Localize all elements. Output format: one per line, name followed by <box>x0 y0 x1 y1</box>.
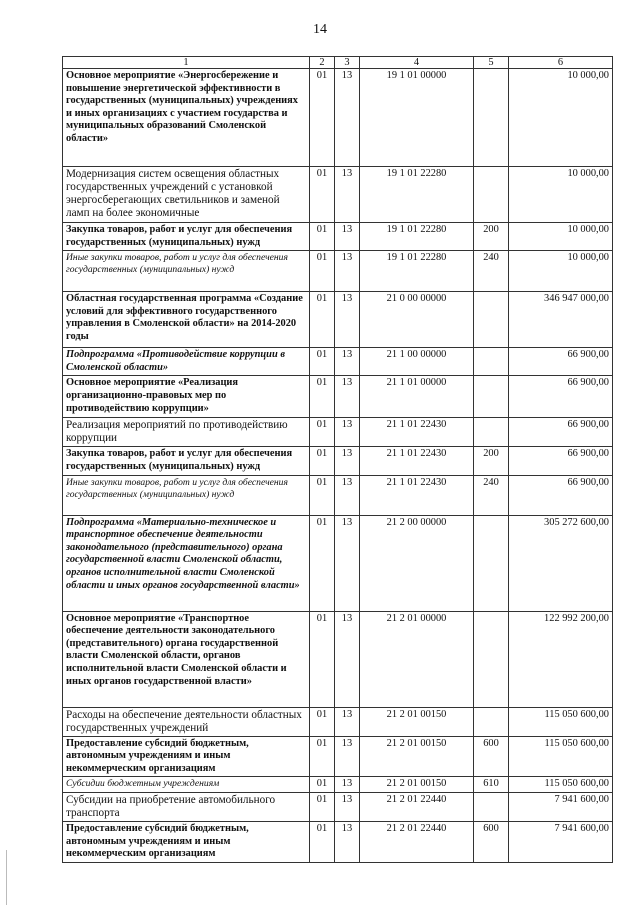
row-name-cell: Расходы на обеспечение деятельности областных государственных учреждений <box>63 707 310 736</box>
row-amount-cell: 7 941 600,00 <box>509 792 613 821</box>
row-name-cell: Подпрограмма «Материально-техническое и транспортное обеспечение деятельности законодательного (представительного) органа государственной власти Смоленской области, органов исполнительной власти Смоленской области и иных органов государственной власти» <box>63 515 310 611</box>
row-target-code-cell: 21 2 01 00150 <box>360 736 474 777</box>
row-target-code-cell: 19 1 01 22280 <box>360 223 474 251</box>
column-header: 2 <box>310 57 335 69</box>
row-section-cell: 13 <box>335 251 360 292</box>
column-header: 4 <box>360 57 474 69</box>
row-section-cell: 13 <box>335 376 360 418</box>
row-section-cell: 13 <box>335 292 360 348</box>
row-amount-cell: 66 900,00 <box>509 348 613 376</box>
table-row <box>63 292 613 348</box>
table-row <box>63 447 613 475</box>
row-target-code-cell: 19 1 01 22280 <box>360 251 474 292</box>
row-name-cell: Основное мероприятие «Транспортное обеспечение деятельности законодательного (представительного) органа государственной власти Смоленской области, органов исполнительной власти Смоленской области и иных органов государственной власти» <box>63 611 310 707</box>
row-name-cell: Предоставление субсидий бюджетным, автономным учреждениям и иным некоммерческим организациям <box>63 736 310 777</box>
row-expense-group-cell <box>474 792 509 821</box>
table-row <box>63 376 613 418</box>
column-number-row <box>63 57 613 69</box>
row-target-code-cell: 21 1 01 22430 <box>360 475 474 515</box>
table-row <box>63 418 613 447</box>
table-row <box>63 223 613 251</box>
row-ved-cell: 01 <box>310 251 335 292</box>
row-target-code-cell: 21 2 01 00150 <box>360 707 474 736</box>
row-target-code-cell: 21 1 00 00000 <box>360 348 474 376</box>
row-name-cell: Реализация мероприятий по противодействию коррупции <box>63 418 310 447</box>
row-amount-cell: 66 900,00 <box>509 475 613 515</box>
table-row <box>63 707 613 736</box>
row-ved-cell: 01 <box>310 418 335 447</box>
row-amount-cell: 10 000,00 <box>509 251 613 292</box>
row-expense-group-cell <box>474 707 509 736</box>
row-target-code-cell: 19 1 01 22280 <box>360 167 474 223</box>
row-section-cell: 13 <box>335 707 360 736</box>
table-row <box>63 251 613 292</box>
row-amount-cell: 115 050 600,00 <box>509 736 613 777</box>
row-expense-group-cell: 600 <box>474 736 509 777</box>
column-header: 5 <box>474 57 509 69</box>
row-ved-cell: 01 <box>310 611 335 707</box>
row-section-cell: 13 <box>335 611 360 707</box>
row-expense-group-cell <box>474 376 509 418</box>
row-name-cell: Закупка товаров, работ и услуг для обеспечения государственных (муниципальных) нужд <box>63 447 310 475</box>
row-ved-cell: 01 <box>310 223 335 251</box>
row-target-code-cell: 21 2 01 22440 <box>360 792 474 821</box>
row-target-code-cell: 21 0 00 00000 <box>360 292 474 348</box>
table-row <box>63 611 613 707</box>
row-target-code-cell: 21 2 01 00000 <box>360 611 474 707</box>
row-section-cell: 13 <box>335 348 360 376</box>
row-expense-group-cell <box>474 167 509 223</box>
row-target-code-cell: 21 1 01 00000 <box>360 376 474 418</box>
table-row <box>63 515 613 611</box>
row-expense-group-cell: 610 <box>474 777 509 793</box>
row-ved-cell: 01 <box>310 736 335 777</box>
row-section-cell: 13 <box>335 418 360 447</box>
page-number: 14 <box>313 22 327 37</box>
row-expense-group-cell <box>474 348 509 376</box>
row-expense-group-cell: 600 <box>474 821 509 862</box>
row-ved-cell: 01 <box>310 167 335 223</box>
row-ved-cell: 01 <box>310 376 335 418</box>
row-expense-group-cell <box>474 292 509 348</box>
row-ved-cell: 01 <box>310 821 335 862</box>
row-name-cell: Иные закупки товаров, работ и услуг для обеспечения государственных (муниципальных) нужд <box>63 251 310 292</box>
row-name-cell: Модернизация систем освещения областных государственных учреждений с установкой энергосберегающих светильников и заменой ламп на более экономичные <box>63 167 310 223</box>
row-amount-cell: 66 900,00 <box>509 418 613 447</box>
row-target-code-cell: 21 1 01 22430 <box>360 447 474 475</box>
row-ved-cell: 01 <box>310 707 335 736</box>
row-amount-cell: 10 000,00 <box>509 69 613 167</box>
row-expense-group-cell <box>474 69 509 167</box>
table-row <box>63 736 613 777</box>
row-name-cell: Основное мероприятие «Энергосбережение и повышение энергетической эффективности в государственных (муниципальных) учреждениях и иных организациях с участием государства и муниципальных образований Смоленской области» <box>63 69 310 167</box>
row-target-code-cell: 21 2 01 00150 <box>360 777 474 793</box>
table-row <box>63 475 613 515</box>
row-ved-cell: 01 <box>310 515 335 611</box>
row-name-cell: Иные закупки товаров, работ и услуг для обеспечения государственных (муниципальных) нужд <box>63 475 310 515</box>
column-header: 3 <box>335 57 360 69</box>
row-section-cell: 13 <box>335 167 360 223</box>
row-amount-cell: 7 941 600,00 <box>509 821 613 862</box>
row-expense-group-cell <box>474 515 509 611</box>
row-ved-cell: 01 <box>310 777 335 793</box>
row-name-cell: Областная государственная программа «Создание условий для эффективного государственного управления в Смоленской области» на 2014-2020 годы <box>63 292 310 348</box>
row-section-cell: 13 <box>335 69 360 167</box>
row-section-cell: 13 <box>335 777 360 793</box>
row-amount-cell: 305 272 600,00 <box>509 515 613 611</box>
row-expense-group-cell: 240 <box>474 475 509 515</box>
row-name-cell: Основное мероприятие «Реализация организационно-правовых мер по противодействию коррупции» <box>63 376 310 418</box>
row-ved-cell: 01 <box>310 348 335 376</box>
row-section-cell: 13 <box>335 447 360 475</box>
row-section-cell: 13 <box>335 792 360 821</box>
table-row <box>63 69 613 167</box>
row-ved-cell: 01 <box>310 475 335 515</box>
row-amount-cell: 115 050 600,00 <box>509 777 613 793</box>
scan-margin-line <box>6 850 7 905</box>
row-section-cell: 13 <box>335 515 360 611</box>
row-section-cell: 13 <box>335 821 360 862</box>
row-amount-cell: 66 900,00 <box>509 376 613 418</box>
row-section-cell: 13 <box>335 736 360 777</box>
row-target-code-cell: 21 2 00 00000 <box>360 515 474 611</box>
row-amount-cell: 10 000,00 <box>509 223 613 251</box>
row-expense-group-cell <box>474 418 509 447</box>
column-header: 1 <box>63 57 310 69</box>
row-ved-cell: 01 <box>310 792 335 821</box>
column-header: 6 <box>509 57 613 69</box>
row-name-cell: Предоставление субсидий бюджетным, автономным учреждениям и иным некоммерческим организациям <box>63 821 310 862</box>
row-expense-group-cell <box>474 611 509 707</box>
row-expense-group-cell: 240 <box>474 251 509 292</box>
table-row <box>63 792 613 821</box>
row-ved-cell: 01 <box>310 292 335 348</box>
row-ved-cell: 01 <box>310 447 335 475</box>
budget-table <box>62 56 613 863</box>
row-section-cell: 13 <box>335 223 360 251</box>
table-row <box>63 167 613 223</box>
row-name-cell: Субсидии бюджетным учреждениям <box>63 777 310 793</box>
row-target-code-cell: 19 1 01 00000 <box>360 69 474 167</box>
row-name-cell: Подпрограмма «Противодействие коррупции в Смоленской области» <box>63 348 310 376</box>
row-ved-cell: 01 <box>310 69 335 167</box>
row-amount-cell: 66 900,00 <box>509 447 613 475</box>
row-expense-group-cell: 200 <box>474 223 509 251</box>
row-expense-group-cell: 200 <box>474 447 509 475</box>
row-amount-cell: 10 000,00 <box>509 167 613 223</box>
row-name-cell: Закупка товаров, работ и услуг для обеспечения государственных (муниципальных) нужд <box>63 223 310 251</box>
row-amount-cell: 346 947 000,00 <box>509 292 613 348</box>
row-name-cell: Субсидии на приобретение автомобильного транспорта <box>63 792 310 821</box>
row-amount-cell: 115 050 600,00 <box>509 707 613 736</box>
table-row <box>63 348 613 376</box>
row-section-cell: 13 <box>335 475 360 515</box>
table-row <box>63 777 613 793</box>
row-target-code-cell: 21 2 01 22440 <box>360 821 474 862</box>
table-row <box>63 821 613 862</box>
row-target-code-cell: 21 1 01 22430 <box>360 418 474 447</box>
row-amount-cell: 122 992 200,00 <box>509 611 613 707</box>
